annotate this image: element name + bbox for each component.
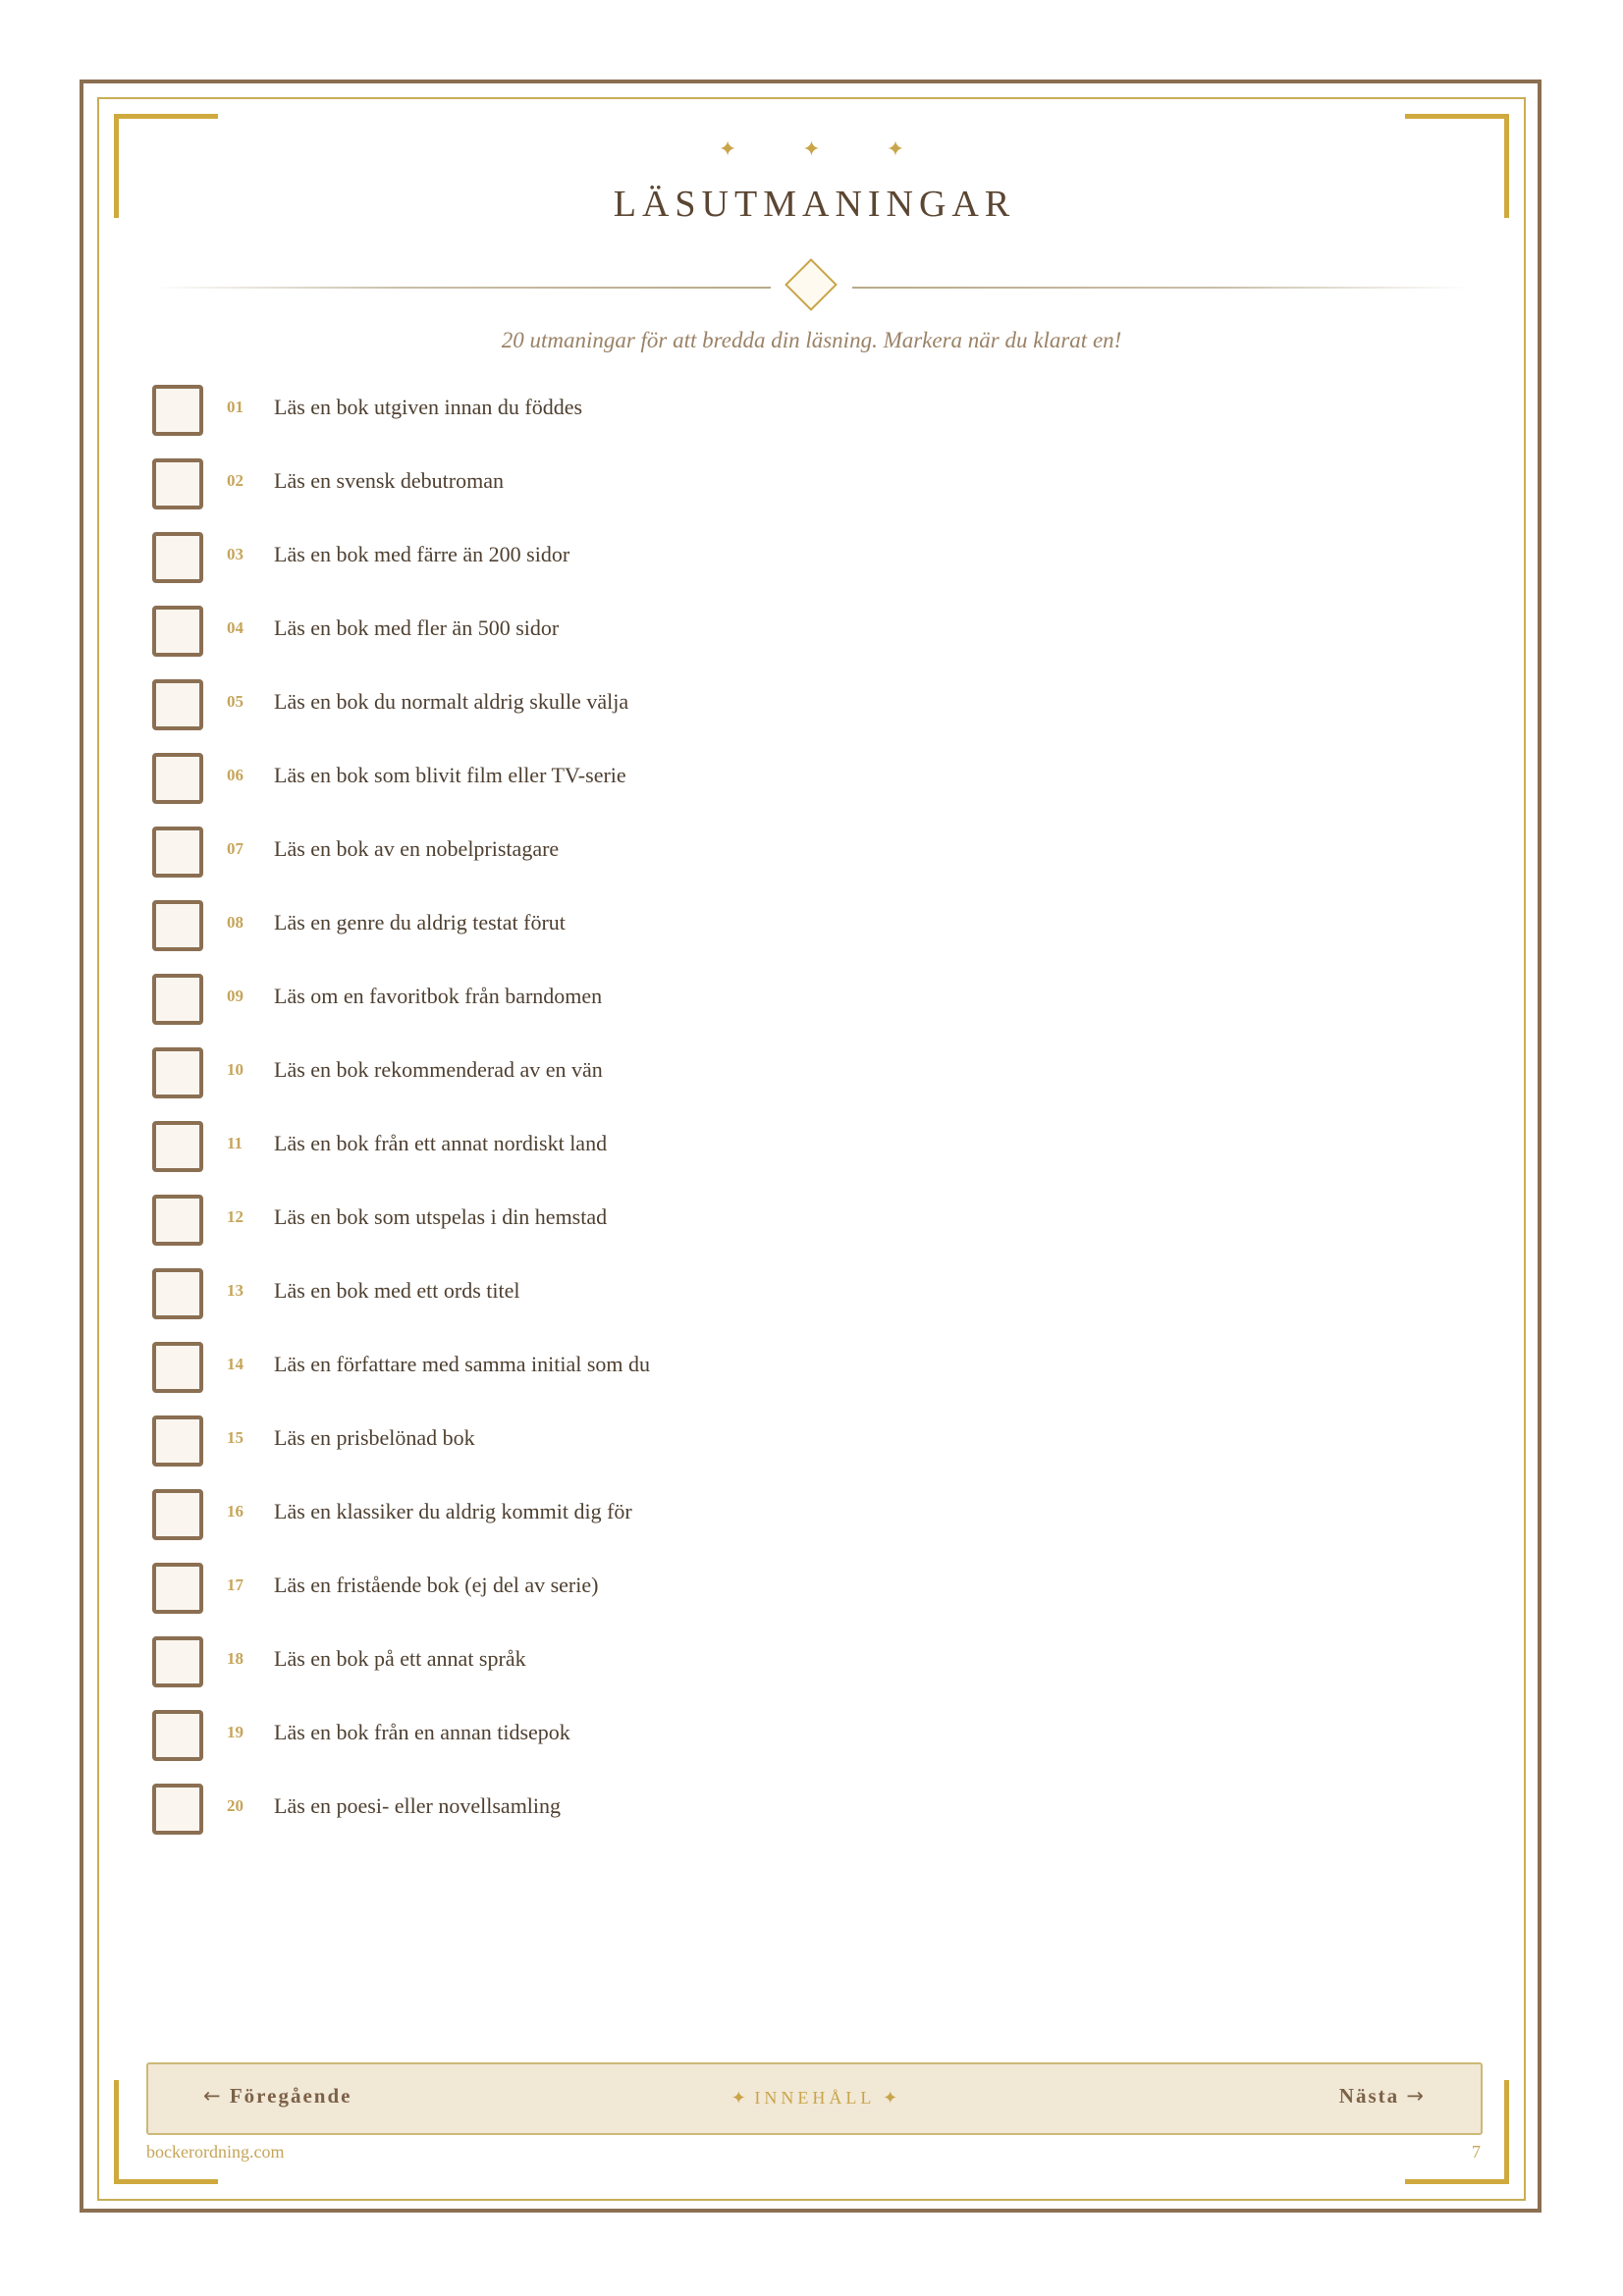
challenge-number: 09 xyxy=(227,986,243,1005)
challenge-label: Läs en prisbelönad bok xyxy=(274,1424,475,1450)
challenge-checkbox[interactable] xyxy=(152,606,203,657)
table-of-contents-label: INNEHÅLL xyxy=(754,2088,875,2108)
challenge-label: Läs en bok från ett annat nordiskt land xyxy=(274,1130,608,1155)
challenge-checkbox[interactable] xyxy=(152,1489,203,1540)
next-page-button[interactable] xyxy=(1339,2084,1426,2109)
previous-page-label: Föregående xyxy=(229,2084,352,2108)
challenge-item xyxy=(152,743,1330,817)
challenge-item xyxy=(152,1038,1330,1111)
challenge-item xyxy=(152,522,1330,596)
star-icon-left: ✦ xyxy=(730,2088,746,2109)
challenge-label: Läs en genre du aldrig testat förut xyxy=(274,909,566,934)
challenge-item xyxy=(152,449,1330,522)
challenge-label: Läs en klassiker du aldrig kommit dig för xyxy=(274,1498,632,1523)
challenge-checkbox[interactable] xyxy=(152,1563,203,1614)
challenge-label: Läs en författare med samma initial som du xyxy=(274,1351,651,1376)
challenge-number: 19 xyxy=(227,1722,243,1741)
challenge-item xyxy=(152,1185,1330,1258)
page-subtitle: 20 utmaningar för att bredda din läsning. Markera när du klarat en! xyxy=(501,328,1122,352)
challenge-label: Läs en svensk debutroman xyxy=(274,467,504,493)
challenge-label: Läs en bok på ett annat språk xyxy=(274,1645,526,1671)
challenge-item xyxy=(152,964,1330,1038)
challenge-number: 20 xyxy=(227,1795,243,1815)
challenge-item xyxy=(152,1627,1330,1700)
challenge-item xyxy=(152,669,1330,743)
challenge-item xyxy=(152,1406,1330,1479)
challenge-item xyxy=(152,817,1330,890)
challenge-number: 15 xyxy=(227,1427,243,1447)
challenge-label: Läs en bok du normalt aldrig skulle välja xyxy=(274,688,629,714)
challenge-checkbox[interactable] xyxy=(152,1415,203,1467)
challenge-list xyxy=(152,375,1330,1847)
arrow-left-icon: ← xyxy=(203,2084,223,2108)
challenge-checkbox[interactable] xyxy=(152,1268,203,1319)
challenge-item xyxy=(152,1700,1330,1774)
challenge-checkbox[interactable] xyxy=(152,1342,203,1393)
challenge-item xyxy=(152,1774,1330,1847)
challenge-label: Läs en poesi- eller novellsamling xyxy=(274,1792,562,1818)
challenge-label: Läs en fristående bok (ej del av serie) xyxy=(274,1572,599,1597)
challenge-number: 06 xyxy=(227,765,243,784)
challenge-number: 03 xyxy=(227,544,243,563)
challenge-number: 02 xyxy=(227,470,243,490)
challenge-checkbox[interactable] xyxy=(152,532,203,583)
challenge-checkbox[interactable] xyxy=(152,679,203,730)
challenge-checkbox[interactable] xyxy=(152,900,203,951)
arrow-right-icon: → xyxy=(1406,2084,1426,2108)
challenge-item xyxy=(152,1111,1330,1185)
challenge-label: Läs en bok som blivit film eller TV-serie xyxy=(274,762,626,787)
challenge-number: 04 xyxy=(227,617,243,637)
challenge-number: 16 xyxy=(227,1501,243,1521)
challenge-checkbox[interactable] xyxy=(152,1636,203,1687)
challenge-number: 05 xyxy=(227,691,243,711)
challenge-number: 17 xyxy=(227,1575,243,1594)
challenge-item xyxy=(152,1553,1330,1627)
challenge-number: 07 xyxy=(227,838,243,858)
challenge-checkbox[interactable] xyxy=(152,458,203,509)
table-of-contents-link[interactable] xyxy=(148,2088,1481,2109)
star-icon-right: ✦ xyxy=(883,2088,898,2109)
challenge-item xyxy=(152,1332,1330,1406)
challenge-checkbox[interactable] xyxy=(152,1121,203,1172)
challenge-checkbox[interactable] xyxy=(152,1710,203,1761)
challenge-number: 11 xyxy=(227,1133,243,1152)
challenge-number: 08 xyxy=(227,912,243,932)
challenge-label: Läs en bok från en annan tidsepok xyxy=(274,1719,570,1744)
challenge-checkbox[interactable] xyxy=(152,385,203,436)
challenge-label: Läs en bok med färre än 200 sidor xyxy=(274,541,570,566)
challenge-checkbox[interactable] xyxy=(152,1784,203,1835)
challenge-number: 13 xyxy=(227,1280,243,1300)
challenge-checkbox[interactable] xyxy=(152,1047,203,1098)
challenge-number: 12 xyxy=(227,1206,243,1226)
challenge-item xyxy=(152,375,1330,449)
challenge-label: Läs en bok som utspelas i din hemstad xyxy=(274,1203,608,1229)
divider-line-left xyxy=(152,287,771,289)
challenge-item xyxy=(152,596,1330,669)
challenge-number: 10 xyxy=(227,1059,243,1079)
challenge-checkbox[interactable] xyxy=(152,753,203,804)
challenge-label: Läs en bok med fler än 500 sidor xyxy=(274,614,560,640)
page-number: 7 xyxy=(1472,2142,1481,2162)
challenge-number: 18 xyxy=(227,1648,243,1668)
challenge-item xyxy=(152,890,1330,964)
challenge-checkbox[interactable] xyxy=(152,974,203,1025)
next-page-label: Nästa xyxy=(1338,2084,1400,2108)
challenge-label: Läs en bok av en nobelpristagare xyxy=(274,835,560,861)
challenge-label: Läs en bok rekommenderad av en vän xyxy=(274,1056,603,1082)
divider-line-right xyxy=(852,287,1471,289)
challenge-number: 14 xyxy=(227,1354,243,1373)
footer-website: bockerordning.com xyxy=(146,2142,285,2162)
page-title: LÄSUTMANINGAR xyxy=(613,184,1016,225)
challenge-number: 01 xyxy=(227,397,243,416)
challenge-label: Läs en bok med ett ords titel xyxy=(274,1277,520,1303)
navigation-bar xyxy=(146,2062,1483,2135)
challenge-checkbox[interactable] xyxy=(152,1195,203,1246)
challenge-item xyxy=(152,1479,1330,1553)
challenge-item xyxy=(152,1258,1330,1332)
challenge-label: Läs en bok utgiven innan du föddes xyxy=(274,394,583,419)
challenge-label: Läs om en favoritbok från barndomen xyxy=(274,983,603,1008)
challenge-checkbox[interactable] xyxy=(152,827,203,878)
star-ornament-icon: ✦ ✦ ✦ xyxy=(718,137,935,162)
